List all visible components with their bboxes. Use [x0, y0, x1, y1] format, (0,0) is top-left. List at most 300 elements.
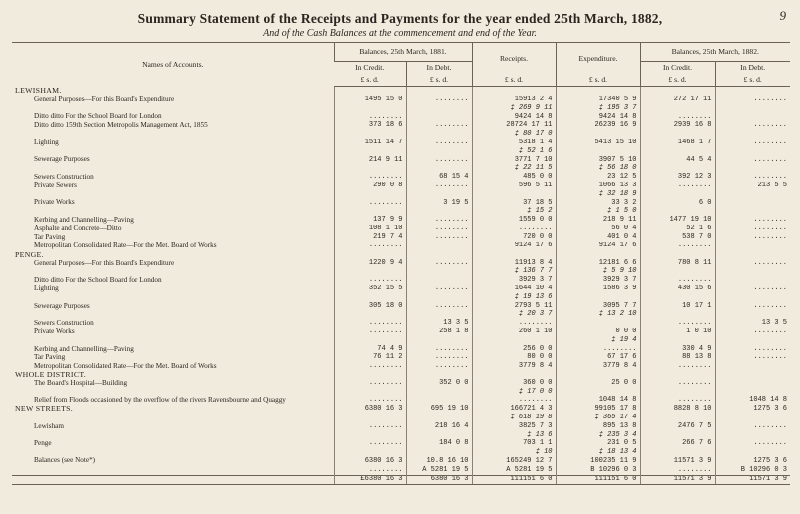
amount-cell: 1 0 10 [640, 328, 715, 337]
amount-cell: ‡ 18 13 4 [556, 448, 640, 457]
amount-cell: 3929 3 7 [556, 276, 640, 285]
amount-cell: ........ [715, 259, 790, 268]
amount-cell: 1275 3 6 [715, 405, 790, 414]
amount-cell: ........ [334, 319, 406, 328]
amount-cell [715, 448, 790, 457]
amount-cell: 68 15 4 [406, 173, 472, 182]
account-name [12, 431, 334, 440]
table-row [12, 139, 790, 148]
amount-cell: ........ [556, 345, 640, 354]
amount-cell [334, 207, 406, 216]
amount-cell: ........ [715, 96, 790, 105]
amount-cell: 1477 19 10 [640, 216, 715, 225]
table-row [12, 173, 790, 182]
account-name [12, 267, 334, 276]
amount-cell: 2939 16 8 [640, 121, 715, 130]
amount-cell: ‡ 32 18 9 [556, 190, 640, 199]
amount-cell [715, 293, 790, 302]
amount-cell [640, 293, 715, 302]
amount-cell: ........ [472, 225, 556, 234]
amount-cell: ........ [334, 422, 406, 431]
account-name [12, 207, 334, 216]
amount-cell: ........ [406, 345, 472, 354]
amount-cell: ........ [334, 466, 406, 476]
account-name [12, 190, 334, 199]
amount-cell [715, 242, 790, 251]
amount-cell: ‡ 5 9 10 [556, 267, 640, 276]
amount-cell [406, 207, 472, 216]
header-lsd: £ s. d. [406, 74, 472, 87]
amount-cell: ........ [715, 353, 790, 362]
amount-cell [715, 87, 790, 96]
amount-cell [556, 147, 640, 156]
amount-cell: 3929 3 7 [472, 276, 556, 285]
amount-cell [715, 371, 790, 380]
amount-cell: ........ [640, 242, 715, 251]
amount-cell [406, 147, 472, 156]
header-balances-1881: Balances, 25th March, 1881. [334, 43, 472, 62]
amount-cell [406, 104, 472, 113]
amount-cell: 3779 8 4 [472, 362, 556, 371]
total-row [12, 475, 790, 485]
amount-cell: ........ [715, 233, 790, 242]
amount-cell: 1048 14 8 [715, 396, 790, 405]
amount-cell: 100235 11 9 [556, 457, 640, 466]
amount-cell [640, 104, 715, 113]
amount-cell [715, 414, 790, 423]
table-row [12, 156, 790, 165]
table-row [12, 121, 790, 130]
amount-cell [334, 190, 406, 199]
amount-cell: 231 0 5 [556, 439, 640, 448]
amount-cell [715, 147, 790, 156]
amount-cell [556, 87, 640, 96]
amount-cell: 780 8 11 [640, 259, 715, 268]
amount-cell: 11571 3 9 [715, 475, 790, 485]
amount-cell [556, 319, 640, 328]
amount-cell: 3771 7 10 [472, 156, 556, 165]
amount-cell: ........ [406, 96, 472, 105]
table-row [12, 276, 790, 285]
amount-cell: 695 19 10 [406, 405, 472, 414]
header-balances-1882: Balances, 25th March, 1882. [640, 43, 790, 62]
table-row [12, 225, 790, 234]
amount-cell: ........ [640, 276, 715, 285]
amount-cell [640, 267, 715, 276]
amount-cell: ........ [406, 121, 472, 130]
amount-cell [406, 414, 472, 423]
amount-cell [472, 190, 556, 199]
amount-cell: 6380 16 3 [334, 457, 406, 466]
accounts-rows [12, 87, 790, 485]
amount-cell: £6380 16 3 [334, 475, 406, 485]
amount-cell: ........ [406, 353, 472, 362]
account-name: Sewers Construction [34, 172, 94, 181]
amount-cell: 1511 14 7 [334, 139, 406, 148]
account-name: General Purposes—For this Board's Expenditure [34, 258, 175, 267]
header-names: Names of Accounts. [12, 43, 334, 87]
amount-cell [640, 164, 715, 173]
amount-cell [334, 164, 406, 173]
amount-cell: 33 3 2 [556, 199, 640, 208]
account-name: Kerbing and Channelling—Paving [34, 215, 134, 224]
amount-cell: ‡ 15 2 [472, 207, 556, 216]
amount-cell: 74 4 9 [334, 345, 406, 354]
amount-cell: ........ [334, 439, 406, 448]
account-name: Kerbing and Channelling—Paving [34, 344, 134, 353]
amount-cell: 430 15 6 [640, 285, 715, 294]
account-name: Lewisham [34, 422, 64, 430]
account-name: Lighting [34, 284, 59, 293]
amount-cell [715, 113, 790, 122]
header-in-credit-1881: In Credit. [334, 62, 406, 75]
amount-cell: ‡ 1 5 0 [556, 207, 640, 216]
amount-cell [406, 371, 472, 380]
amount-cell [715, 267, 790, 276]
amount-cell: 9424 14 8 [556, 113, 640, 122]
amount-cell: ........ [406, 225, 472, 234]
table-row [12, 439, 790, 448]
amount-cell: 3825 7 3 [472, 422, 556, 431]
section-row [12, 87, 790, 96]
account-name [12, 164, 334, 173]
account-name [12, 293, 334, 302]
amount-cell: 3 19 5 [406, 199, 472, 208]
section-heading: LEWISHAM. [15, 86, 62, 96]
amount-cell: 111151 6 0 [556, 475, 640, 485]
account-name: Private Sewers [34, 181, 77, 190]
amount-cell: 703 1 1 [472, 439, 556, 448]
amount-cell [556, 250, 640, 259]
amount-cell: 5413 15 10 [556, 139, 640, 148]
amount-cell: ........ [640, 182, 715, 191]
amount-cell: ‡ 56 18 0 [556, 164, 640, 173]
header-in-credit-1882: In Credit. [640, 62, 715, 75]
amount-cell: ........ [640, 466, 715, 476]
section-heading: PENGE. [15, 250, 44, 259]
amount-cell [406, 276, 472, 285]
amount-cell: A 5281 19 5 [406, 466, 472, 476]
amount-cell: 2476 7 5 [640, 422, 715, 431]
amount-cell: ........ [406, 259, 472, 268]
amount-cell: ........ [715, 139, 790, 148]
amount-cell [406, 113, 472, 122]
amount-cell: ........ [715, 345, 790, 354]
table-row [12, 302, 790, 311]
amount-cell: 1468 1 7 [640, 139, 715, 148]
amount-cell [406, 448, 472, 457]
account-name [12, 448, 334, 457]
amount-cell: 111151 6 0 [472, 475, 556, 485]
amount-cell: 330 4 9 [640, 345, 715, 354]
amount-cell: ........ [334, 173, 406, 182]
amount-cell [406, 293, 472, 302]
amount-cell: 256 0 0 [472, 345, 556, 354]
amount-cell: 213 5 5 [715, 182, 790, 191]
table-row [12, 310, 790, 319]
amount-cell [406, 87, 472, 96]
amount-cell: 720 0 0 [472, 233, 556, 242]
amount-cell: 165249 12 7 [472, 457, 556, 466]
amount-cell: 17340 5 9 [556, 96, 640, 105]
table-row [12, 353, 790, 362]
amount-cell [715, 199, 790, 208]
amount-cell [334, 448, 406, 457]
amount-cell: ........ [406, 216, 472, 225]
accounts-table [12, 42, 790, 485]
amount-cell: 218 16 4 [406, 422, 472, 431]
amount-cell: ‡ 235 3 4 [556, 431, 640, 440]
amount-cell [715, 310, 790, 319]
amount-cell [715, 164, 790, 173]
amount-cell: 3907 5 10 [556, 156, 640, 165]
header-lsd: £ s. d. [556, 74, 640, 87]
amount-cell: 80 0 0 [472, 353, 556, 362]
page-title: Summary Statement of the Receipts and Payments for the year ended 25th March, 1882, [137, 11, 663, 26]
amount-cell: ........ [406, 362, 472, 371]
table-row [12, 164, 790, 173]
amount-cell: 166721 4 3 [472, 405, 556, 414]
amount-cell: 352 15 5 [334, 285, 406, 294]
account-name [12, 475, 334, 485]
amount-cell: 37 18 5 [472, 199, 556, 208]
table-row [12, 216, 790, 225]
amount-cell [715, 207, 790, 216]
amount-cell [715, 362, 790, 371]
amount-cell: 67 17 6 [556, 353, 640, 362]
amount-cell: 1495 15 0 [334, 96, 406, 105]
amount-cell: ‡ 13 2 10 [556, 310, 640, 319]
table-row [12, 362, 790, 371]
amount-cell: 108 1 10 [334, 225, 406, 234]
account-name: Tar Paving [34, 233, 66, 241]
amount-cell: ........ [334, 276, 406, 285]
amount-cell: ‡ 195 3 7 [556, 104, 640, 113]
amount-cell [406, 388, 472, 397]
amount-cell: 0 0 0 [556, 328, 640, 337]
amount-cell [334, 414, 406, 423]
amount-cell [715, 431, 790, 440]
amount-cell: 373 18 6 [334, 121, 406, 130]
amount-cell: 76 11 2 [334, 353, 406, 362]
table-row [12, 233, 790, 242]
account-name: Penge [34, 439, 52, 448]
amount-cell: 1220 9 4 [334, 259, 406, 268]
amount-cell [334, 431, 406, 440]
header-lsd: £ s. d. [715, 74, 790, 87]
amount-cell: ........ [406, 233, 472, 242]
amount-cell: ........ [715, 439, 790, 448]
amount-cell [334, 293, 406, 302]
amount-cell: 219 7 4 [334, 233, 406, 242]
header-receipts: Receipts. [472, 43, 556, 75]
amount-cell [556, 371, 640, 380]
table-row [12, 285, 790, 294]
table-row [12, 336, 790, 345]
amount-cell: 214 9 11 [334, 156, 406, 165]
table-row [12, 130, 790, 139]
amount-cell [640, 336, 715, 345]
amount-cell: ........ [715, 225, 790, 234]
amount-cell: ‡ 269 9 11 [472, 104, 556, 113]
amount-cell: 9124 17 6 [556, 242, 640, 251]
account-name [12, 414, 334, 423]
amount-cell: 10 17 1 [640, 302, 715, 311]
amount-cell: ........ [334, 242, 406, 251]
amount-cell [640, 130, 715, 139]
amount-cell [406, 310, 472, 319]
account-name: Ditto ditto 159th Section Metropolis Management Act, 1855 [34, 121, 208, 130]
amount-cell [406, 250, 472, 259]
amount-cell: ........ [334, 113, 406, 122]
table-row [12, 379, 790, 388]
amount-cell: ........ [640, 362, 715, 371]
amount-cell [715, 130, 790, 139]
page-number: 9 [779, 8, 786, 23]
table-row [12, 259, 790, 268]
account-name: Tar Paving [34, 353, 66, 362]
amount-cell [640, 371, 715, 380]
amount-cell: 12181 6 6 [556, 259, 640, 268]
amount-cell: ‡ 17 0 0 [472, 388, 556, 397]
amount-cell: ‡ 19 4 [556, 336, 640, 345]
amount-cell: ........ [472, 396, 556, 405]
account-name [12, 147, 334, 156]
amount-cell [640, 207, 715, 216]
section-row [12, 371, 790, 380]
account-name: General Purposes—For this Board's Expenditure [34, 95, 175, 104]
amount-cell: 11913 8 4 [472, 259, 556, 268]
amount-cell: ........ [334, 199, 406, 208]
table-row [12, 457, 790, 466]
amount-cell: 401 0 4 [556, 233, 640, 242]
amount-cell: ........ [406, 139, 472, 148]
amount-cell: 13 3 5 [715, 319, 790, 328]
amount-cell: 6380 16 3 [406, 475, 472, 485]
amount-cell [715, 379, 790, 388]
table-row [12, 267, 790, 276]
header-lsd: £ s. d. [640, 74, 715, 87]
amount-cell: 56 0 4 [556, 225, 640, 234]
header-in-debt-1882: In Debt. [715, 62, 790, 75]
amount-cell: 1275 3 6 [715, 457, 790, 466]
amount-cell: 28724 17 11 [472, 121, 556, 130]
amount-cell: ........ [334, 328, 406, 337]
amount-cell: B 10296 0 3 [715, 466, 790, 476]
amount-cell: ‡ 52 1 6 [472, 147, 556, 156]
amount-cell: ........ [715, 216, 790, 225]
amount-cell: 25 0 0 [556, 379, 640, 388]
table-row [12, 396, 790, 405]
amount-cell: ‡ 10 [472, 448, 556, 457]
table-row [12, 182, 790, 191]
amount-cell: ........ [406, 302, 472, 311]
amount-cell [715, 250, 790, 259]
amount-cell: ‡ 19 13 6 [472, 293, 556, 302]
account-name: The Board's Hospital—Building [34, 379, 128, 387]
table-row [12, 319, 790, 328]
amount-cell: ........ [715, 328, 790, 337]
amount-cell: 1048 14 8 [556, 396, 640, 405]
amount-cell: ........ [715, 285, 790, 294]
table-row [12, 414, 790, 423]
amount-cell [472, 336, 556, 345]
amount-cell [472, 250, 556, 259]
amount-cell [715, 276, 790, 285]
account-name [12, 104, 334, 113]
amount-cell: 11571 3 9 [640, 475, 715, 485]
amount-cell: 11571 3 9 [640, 457, 715, 466]
amount-cell: 258 1 8 [406, 328, 472, 337]
amount-cell: 290 0 8 [334, 182, 406, 191]
header-in-debt-1881: In Debt. [406, 62, 472, 75]
amount-cell [406, 336, 472, 345]
account-name: Asphalte and Concrete—Ditto [34, 224, 122, 233]
amount-cell [406, 164, 472, 173]
amount-cell: ‡ 22 11 5 [472, 164, 556, 173]
amount-cell [334, 388, 406, 397]
amount-cell: ........ [640, 396, 715, 405]
amount-cell: 184 0 8 [406, 439, 472, 448]
amount-cell: ........ [472, 319, 556, 328]
amount-cell [406, 396, 472, 405]
table-row [12, 388, 790, 397]
account-name [12, 388, 334, 397]
amount-cell: 2793 5 11 [472, 302, 556, 311]
header-lsd: £ s. d. [334, 74, 406, 87]
amount-cell: 218 9 11 [556, 216, 640, 225]
amount-cell [406, 431, 472, 440]
table-row [12, 147, 790, 156]
amount-cell: ........ [406, 156, 472, 165]
table-row [12, 207, 790, 216]
amount-cell: ........ [715, 156, 790, 165]
amount-cell [640, 388, 715, 397]
amount-cell [334, 104, 406, 113]
amount-cell: ........ [715, 121, 790, 130]
account-name: Lighting [34, 138, 59, 147]
account-name [12, 310, 334, 319]
amount-cell [472, 371, 556, 380]
table-row [12, 96, 790, 105]
amount-cell: 23 12 5 [556, 173, 640, 182]
header-lsd: £ s. d. [472, 74, 556, 87]
account-name: Private Works [34, 327, 75, 336]
amount-cell: ........ [640, 379, 715, 388]
amount-cell [640, 250, 715, 259]
amount-cell: ........ [334, 379, 406, 388]
account-name: Metropolitan Consolidated Rate—For the Met. Board of Works [34, 362, 217, 370]
amount-cell: 8828 8 10 [640, 405, 715, 414]
amount-cell [334, 310, 406, 319]
amount-cell: 26239 16 9 [556, 121, 640, 130]
account-name: Sewers Construction [34, 319, 94, 327]
account-name: Private Works [34, 198, 75, 207]
account-name [12, 130, 334, 139]
amount-cell: 1559 0 0 [472, 216, 556, 225]
amount-cell [334, 147, 406, 156]
account-name: Ditto ditto For the School Board for London [34, 112, 162, 121]
amount-cell [406, 267, 472, 276]
account-name: Balances (see Note*) [34, 456, 96, 465]
amount-cell: 538 7 0 [640, 233, 715, 242]
amount-cell: ........ [715, 422, 790, 431]
section-row [12, 250, 790, 259]
account-name: Sewerage Purposes [34, 155, 90, 164]
table-row [12, 431, 790, 440]
amount-cell: ........ [334, 362, 406, 371]
account-name: Relief from Floods occasioned by the overflow of the rivers Ravensbourne and Quaggy [34, 396, 286, 405]
